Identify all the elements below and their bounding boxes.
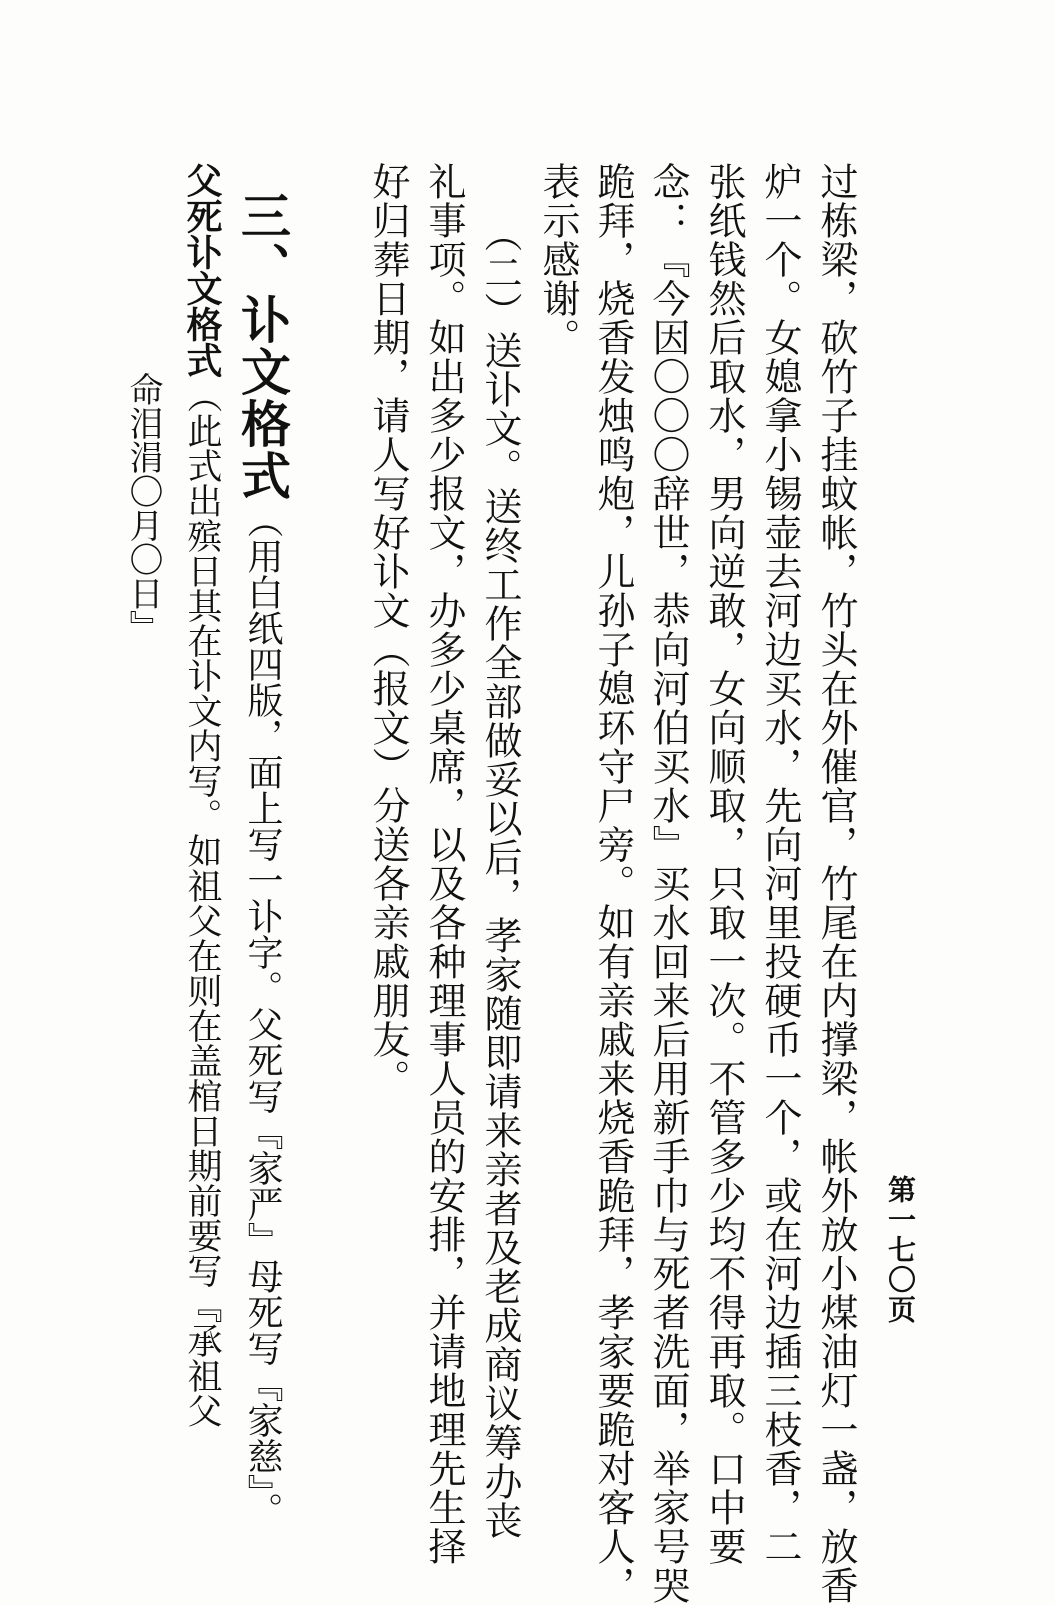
text-column-5: 跪拜，烧香发烛鸣炮，儿孙子媳环守尸旁。如有亲戚来烧香跪拜，孝家要跪对客人， bbox=[591, 162, 635, 1605]
text-column-7: （二）送讣文。送终工作全部做妥以后，孝家随即请来亲者及老成商议筹办丧 bbox=[478, 214, 522, 1540]
section-note: （用白纸四版，面上写一讣字。父死写『家严』母死写『家慈』。 bbox=[242, 502, 283, 1528]
text-column-2: 炉一个。女媳拿小锡壶去河边买水，先向河里投硬币一个，或在河边插三枝香，二 bbox=[758, 162, 802, 1566]
subheading-note: （此式出殡日其在讣文内写。如祖父在则在盖棺日期前要写『承祖父 bbox=[182, 378, 222, 1428]
subheading-title: 父死讣文格式 bbox=[181, 162, 223, 378]
text-column-4: 念：『今因〇〇〇辞世，恭向河伯买水』买水回来后用新手巾与死者洗面，举家号哭 bbox=[646, 162, 690, 1605]
subheading bbox=[176, 162, 228, 1428]
text-column-8: 礼事项。如出多少报文，办多少桌席，以及各种理事人员的安排，并请地理先生择 bbox=[422, 162, 466, 1566]
page-number: 第一七〇页 bbox=[884, 1175, 917, 1325]
signoff-line: 命泪涓〇月〇日』 bbox=[123, 372, 163, 644]
section-title: 三、讣文格式 bbox=[233, 190, 292, 502]
section-heading bbox=[232, 190, 292, 1528]
text-column-6: 表示感谢。 bbox=[536, 162, 580, 357]
text-column-9: 好归葬日期，请人写好讣文（报文）分送各亲戚朋友。 bbox=[366, 162, 410, 1098]
text-column-3: 张纸钱然后取水，男向逆敢，女向顺取，只取一次。不管多少均不得再取。口中要 bbox=[702, 162, 746, 1566]
text-column-1: 过栋梁，砍竹子挂蚊帐，竹头在外催官，竹尾在内撑梁，帐外放小煤油灯一盏，放香 bbox=[814, 162, 858, 1605]
